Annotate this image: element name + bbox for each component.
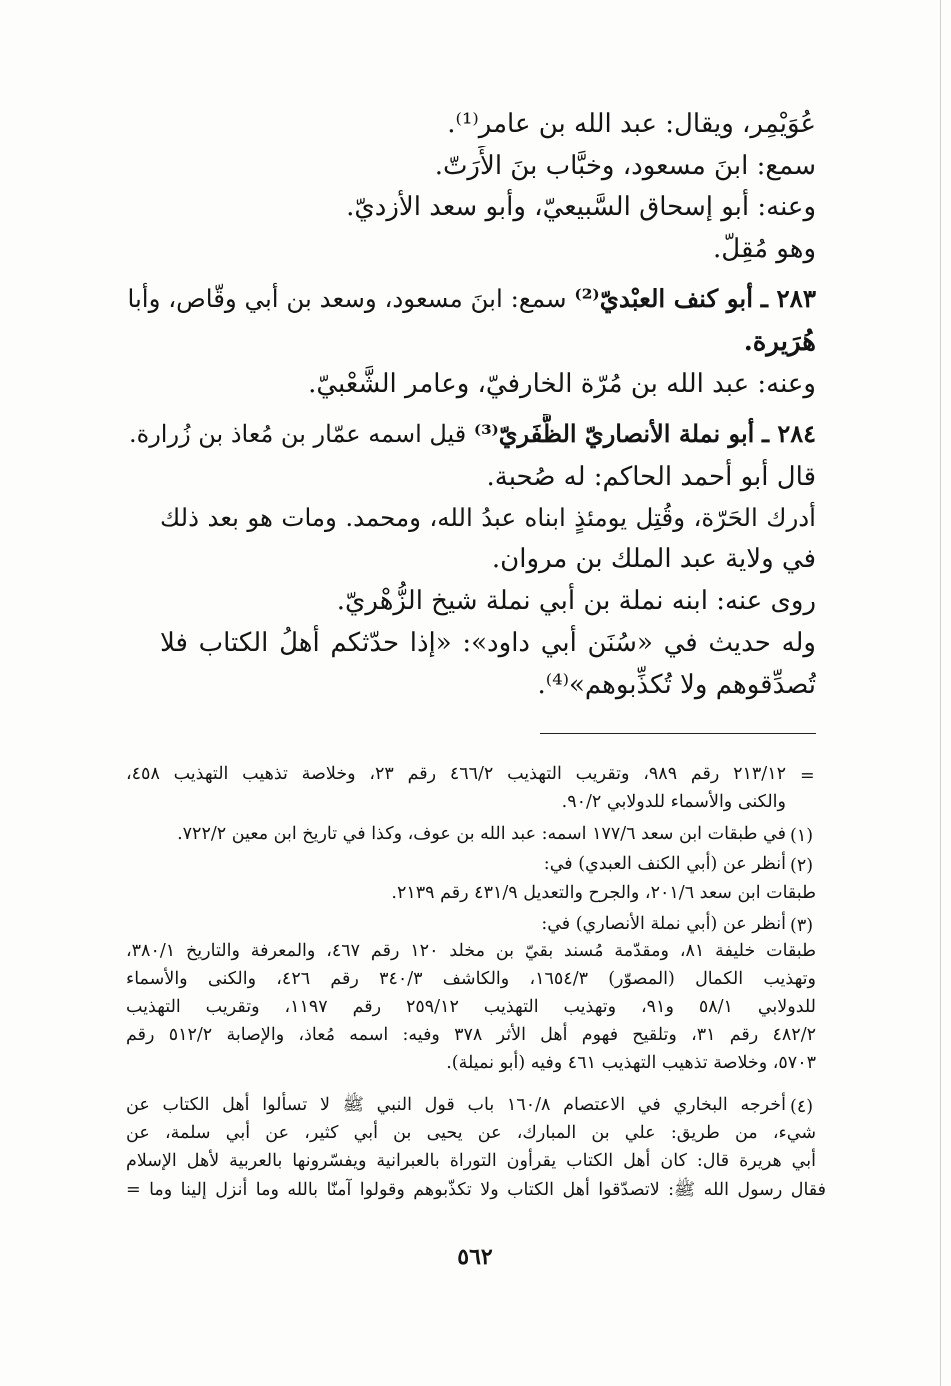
footnote-3-line-3: وتهذيب الكمال (المصوّر) ١٦٥٤/٣، والكاشف ٣٤٠/٣ رقم ٤٢٦، والكنى والأسماء [126,969,816,989]
body-line-2: سمع: ابنَ مسعود، وخبَّاب بنَ الأَرَتّ. [434,151,816,181]
footnote-3-line-6: ٥٧٠٣، وخلاصة تذهيب التهذيب ٤٦١ وفيه (أبو نميلة). [446,1053,816,1073]
entry-284-text: قيل اسمه عمّار بن مُعاذ بن زُرارة. [129,420,467,448]
footnote-cont-line-2: والكنى والأسماء للدولابي ٩٠/٢. [561,792,786,812]
body-line-7: هُرَيرة. [743,327,816,357]
body-line-1: عُوَيْمِر، ويقال: عبد الله بن عامر⁽¹⁾. [447,109,816,139]
footnote-cont-line-1: ٢١٣/١٢ رقم ٩٨٩، وتقريب التهذيب ٤٦٦/٢ رقم ٢٣، وخلاصة تذهيب التهذيب ٤٥٨، [126,764,786,784]
body-line-4: وهو مُقِلّ. [713,234,816,264]
entry-283-title: أبو كنف العبْديّ⁽²⁾ [574,284,753,313]
page-edge-line [940,0,941,1386]
footnote-3-line-4: للدولابي ٥٨/١ و٩١، وتهذيب التهذيب ٢٥٩/١٢ رقم ١١٩٧، وتقريب التهذيب [126,997,816,1017]
footnote-3-line-1: أنظر عن (أبي نملة الأنصاري) في: [541,914,786,934]
entry-283-line [126,279,816,323]
footnote-4-line-4: فقال رسول الله ﷺ: لاتصدّقوا أهل الكتاب ولا تكذّبوهم وقولوا آمنّا بالله وما أُنزل إلينا وما = [126,1180,826,1200]
body-line-11: قال أبو أحمد الحاكم: له صُحبة. [486,462,816,492]
body-line-14: روى عنه: ابنه نملة بن أبي نملة شيخ الزُّهْريّ. [336,586,816,616]
footnote-2-line-1: أنظر عن (أبي الكنف العبدي) في: [543,854,786,874]
footnote-3-number: (٣) [790,916,814,936]
page-number: ٥٦٢ [457,1244,493,1270]
body-line-8: وعنه: عبد الله بن مُرّة الخارفيّ، وعامر الشَّعْبيّ. [308,369,816,399]
entry-284-line [126,414,816,458]
footnote-4-line-3: أبي هريرة قال: كان أهل الكتاب يقرأون التوراة بالعبرانية ويفسّرونها بالعربية لأهل الإسلام [126,1151,816,1171]
footnote-4-line-2: شيء، من طريق: علي بن المبارك، عن يحيى بن أبي كثير، عن أبي سلمة، عن [126,1123,816,1143]
entry-283-text: سمع: ابنَ مسعود، وسعد بن أبي وقّاص، وأبا [127,284,567,313]
body-line-16: تُصدِّقوهم ولا تُكذِّبوهم»⁽⁴⁾. [537,670,816,700]
footnote-4-line-1: أخرجه البخاري في الاعتصام ١٦٠/٨ باب قول النبي ﷺ لا تسألوا أهل الكتاب عن [126,1095,786,1115]
footnote-2-number: (٢) [790,856,814,876]
footnote-3-line-5: ٤٨٢/٢ رقم ٣١، وتلقيح فهوم أهل الأثر ٣٧٨ وفيه: اسمه مُعاذ، والإصابة ٥١٢/٢ رقم [126,1025,816,1045]
footnote-continuation-marker: = [800,766,815,786]
footnote-2-line-2: طبقات ابن سعد ٢٠١/٦، والجرح والتعديل ٤٣١/٩ رقم ٢١٣٩. [391,883,816,903]
footnote-1-text: في طبقات ابن سعد ١٧٧/٦ اسمه: عبد الله بن عوف، وكذا في تاريخ ابن معين ٧٢٢/٢. [177,824,786,844]
entry-284-title: أبو نملة الأنصاريّ الظَّفَريّ⁽³⁾ [473,419,755,448]
footnote-4-number: (٤) [790,1097,814,1117]
entry-283-number: ٢٨٣ ـ [760,284,816,313]
entry-284-number: ٢٨٤ ـ [761,419,816,448]
footnote-3-line-2: طبقات خليفة ٨١، ومقدّمة مُسند بقيّ بن مخلد ١٢٠ رقم ٤٦٧، والمعرفة والتاريخ ٣٨٠/١، [126,941,816,961]
body-line-12: أدرك الحَرّة، وقُتِل يومئذٍ ابناه عبدُ الله، ومحمد. ومات هو بعد ذلك [160,503,816,532]
footnote-1-number: (١) [790,826,814,846]
body-line-3: وعنه: أبو إسحاق السَّبيعيّ، وأبو سعد الأزديّ. [346,192,816,222]
footnote-separator [540,733,816,734]
body-line-15: وله حديث في «سُنَن أبي داود»: «إذا حدّثكم أهلُ الكتاب فلا [160,628,816,658]
body-line-13: في ولاية عبد الملك بن مروان. [491,544,816,574]
